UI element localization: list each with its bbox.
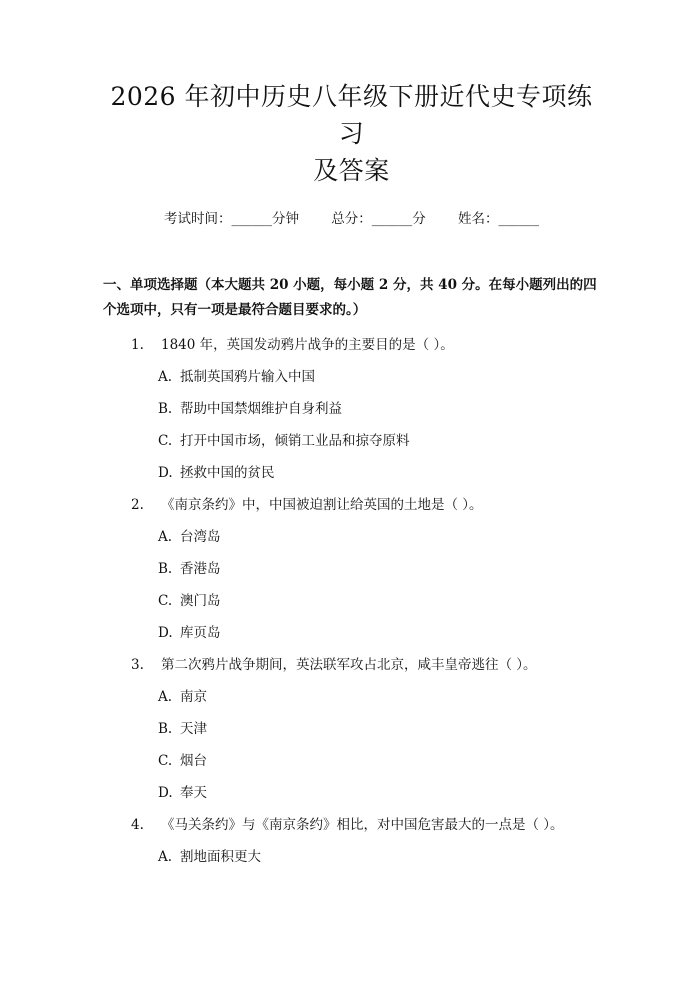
option-text: 台湾岛 — [180, 529, 221, 545]
student-name-field: 姓名：______ — [458, 211, 540, 227]
option-letter: D. — [158, 785, 173, 801]
option-letter: B. — [158, 561, 173, 577]
document-title-line2: 及答案 — [313, 156, 390, 185]
question-2 — [103, 495, 600, 515]
option-letter: B. — [158, 401, 173, 417]
total-score-field: 总分：______分 — [331, 211, 426, 227]
question-3 — [103, 655, 600, 675]
option-2d — [103, 623, 600, 643]
option-letter: B. — [158, 721, 173, 737]
exam-time-field: 考试时间：______分钟 — [163, 211, 299, 227]
option-letter: C. — [158, 593, 173, 609]
option-letter: C. — [158, 753, 173, 769]
question-number: 3. — [131, 657, 144, 673]
question-text: 第二次鸦片战争期间，英法联军攻占北京，咸丰皇帝逃往（ ）。 — [161, 657, 537, 673]
option-letter: A. — [158, 529, 173, 545]
option-text: 奉天 — [180, 785, 207, 801]
option-letter: A. — [158, 369, 173, 385]
option-3b — [103, 719, 600, 739]
option-4a — [103, 847, 600, 867]
option-2c — [103, 591, 600, 611]
option-3d — [103, 783, 600, 803]
option-text: 天津 — [180, 721, 207, 737]
question-number: 1. — [131, 337, 144, 353]
option-2a — [103, 527, 600, 547]
question-text: 《南京条约》中，中国被迫割让给英国的土地是（ ）。 — [161, 497, 483, 513]
question-1 — [103, 335, 600, 355]
exam-info — [103, 209, 600, 229]
option-letter: C. — [158, 433, 173, 449]
option-text: 澳门岛 — [180, 593, 221, 609]
option-1c — [103, 431, 600, 451]
option-text: 割地面积更大 — [180, 849, 261, 865]
option-letter: D. — [158, 465, 173, 481]
option-text: 香港岛 — [180, 561, 221, 577]
option-1b — [103, 399, 600, 419]
option-text: 库页岛 — [180, 625, 221, 641]
option-text: 南京 — [180, 689, 207, 705]
option-text: 帮助中国禁烟维护自身利益 — [180, 401, 342, 417]
option-letter: D. — [158, 625, 173, 641]
question-number: 4. — [131, 817, 144, 833]
option-letter: A. — [158, 689, 173, 705]
question-text: 《马关条约》与《南京条约》相比，对中国危害最大的一点是（ ）。 — [161, 817, 564, 833]
option-letter: A. — [158, 849, 173, 865]
option-text: 抵制英国鸦片输入中国 — [180, 369, 315, 385]
option-1a — [103, 367, 600, 387]
document-page — [0, 78, 700, 983]
document-title-line1: 2026 年初中历史八年级下册近代史专项练习 — [110, 82, 593, 148]
option-2b — [103, 559, 600, 579]
option-3c — [103, 751, 600, 771]
option-1d — [103, 463, 600, 483]
option-text: 打开中国市场，倾销工业品和掠夺原料 — [180, 433, 410, 449]
question-4 — [103, 815, 600, 835]
question-number: 2. — [131, 497, 144, 513]
section-heading: 一、单项选择题（本大题共 20 小题，每小题 2 分，共 40 分。在每小题列出的四个选项中，只有一项是最符合题目要求的。） — [103, 277, 597, 318]
option-text: 拯救中国的贫民 — [180, 465, 275, 481]
question-text: 1840 年，英国发动鸦片战争的主要目的是（ ）。 — [161, 337, 454, 353]
option-3a — [103, 687, 600, 707]
document-title — [103, 78, 600, 189]
option-text: 烟台 — [180, 753, 207, 769]
